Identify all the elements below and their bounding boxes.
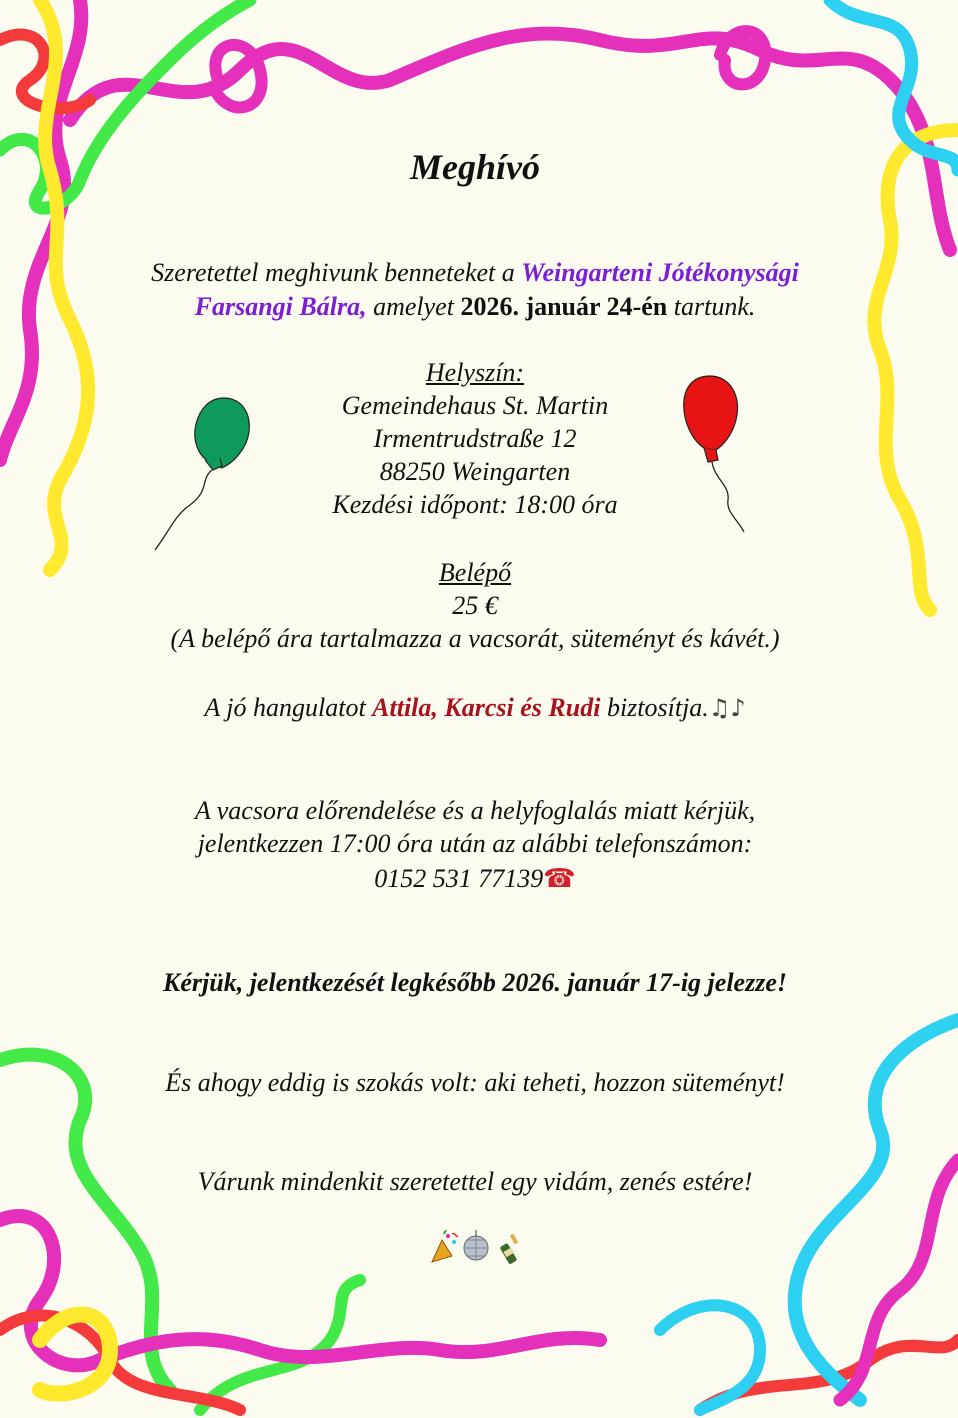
intro-mid: amelyet — [366, 292, 461, 321]
footer-emoji-row — [428, 1230, 522, 1266]
music-pre: A jó hangulatot — [204, 693, 373, 722]
intro-line-2 — [0, 290, 950, 323]
venue-heading: Helyszín: — [425, 358, 525, 387]
phone-line — [0, 862, 950, 896]
telephone-icon: ☎ — [543, 864, 576, 894]
event-date: 2026. január 24-én — [460, 292, 668, 321]
intro-line-1 — [0, 256, 950, 289]
intro-text: Szeretettel meghivunk benneteket a — [151, 258, 522, 287]
cake-request: És ahogy eddig is szokás volt: aki teheti, hozzon süteményt! — [165, 1068, 785, 1097]
entry-heading: Belépő — [438, 558, 512, 587]
reservation-line-1: A vacsora előrendelése és a helyfoglalás miatt kérjük, — [194, 796, 756, 825]
music-notes-icon: ♫♪ — [708, 694, 746, 722]
venue-name: Gemeindehaus St. Martin — [341, 391, 609, 420]
music-line — [0, 691, 950, 725]
party-popper-icon — [432, 1230, 458, 1262]
event-name-part2: Farsangi Bálra, — [194, 292, 367, 321]
event-name-part1: Weingarteni Jótékonysági — [521, 258, 799, 287]
disco-ball-icon — [464, 1230, 488, 1260]
venue-city: 88250 Weingarten — [379, 457, 571, 486]
deadline-text: Kérjük, jelentkezését legkésőbb 2026. január 17-ig jelezze! — [163, 968, 787, 997]
champagne-icon — [500, 1234, 519, 1265]
entry-note: (A belépő ára tartalmazza a vacsorát, süteményt és kávét.) — [170, 624, 780, 653]
entry-price: 25 € — [452, 591, 498, 620]
intro-post: tartunk. — [667, 292, 756, 321]
phone-number: 0152 531 77139 — [374, 864, 544, 893]
music-post: biztosítja. — [600, 693, 709, 722]
venue-street: Irmentrudstraße 12 — [373, 424, 577, 453]
closing-text: Várunk mindenkit szeretettel egy vidám, zenés estére! — [197, 1167, 753, 1196]
page-title: Meghívó — [410, 147, 540, 187]
band-names: Attila, Karcsi és Rudi — [372, 693, 601, 722]
reservation-line-2: jelentkezzen 17:00 óra után az alábbi telefonszámon: — [197, 829, 753, 858]
start-time: Kezdési időpont: 18:00 óra — [332, 490, 618, 519]
